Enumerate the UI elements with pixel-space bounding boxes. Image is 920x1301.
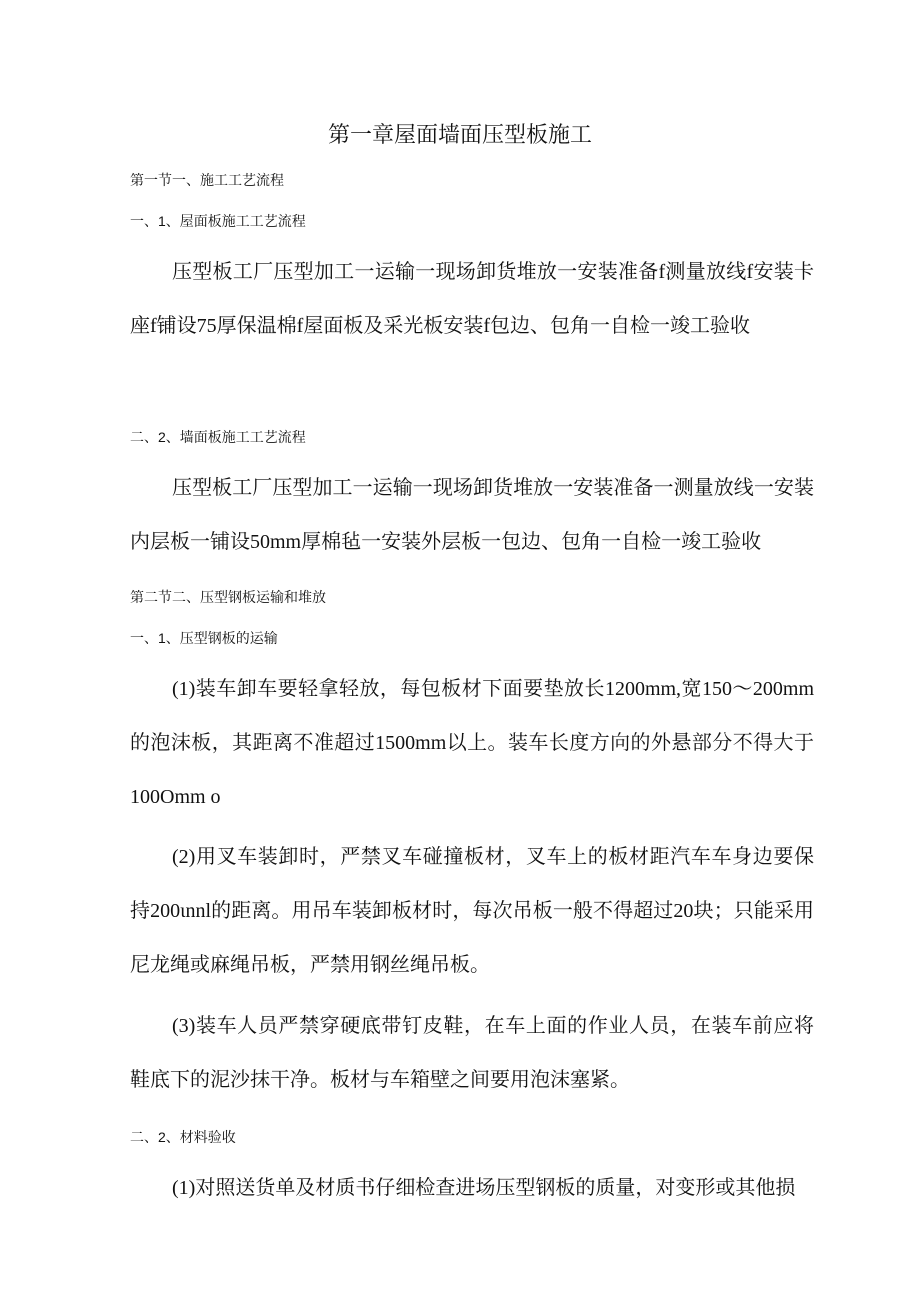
subsection-heading-transport: 一、1、压型钢板的运输 (130, 630, 278, 646)
chapter-title: 第一章屋面墙面压型板施工 (327, 122, 592, 147)
paragraph-transport-3: (3)装车人员严禁穿硬底带钉皮鞋，在车上面的作业人员，在装车前应将鞋底下的泥沙抹干净。板材与车箱壁之间要用泡沫塞紧。 (130, 1015, 814, 1091)
subsection-heading-acceptance: 二、2、材料验收 (130, 1129, 236, 1145)
section-heading-1: 第一节一、施工工艺流程 (130, 172, 284, 188)
subsection-heading-roof: 一、1、屋面板施工工艺流程 (130, 213, 306, 229)
paragraph-acceptance-1: (1)对照送货单及材质书仔细检查进场压型钢板的质量，对变形或其他损 (172, 1177, 796, 1199)
subsection-heading-wall: 二、2、墙面板施工工艺流程 (130, 429, 306, 445)
paragraph-transport-1: (1)装车卸车要轻拿轻放，每包板材下面要垫放长1200mm,宽150～200mm的泡沫板，其距离不准超过1500mm以上。装车长度方向的外悬部分不得大于100Omm o (130, 678, 814, 808)
paragraph-transport-2: (2)用叉车装卸时，严禁叉车碰撞板材，叉车上的板材距汽车车身边要保持200ιnnl的距离。用吊车装卸板材时，每次吊板一般不得超过20块；只能采用尼龙绳或麻绳吊板，严禁用钢丝绳吊板。 (130, 846, 814, 976)
paragraph-wall-process: 压型板工厂压型加工一运输一现场卸货堆放一安装准备一测量放线一安装内层板一铺设50mm厚棉毡一安装外层板一包边、包角一自检一竣工验收 (130, 477, 814, 553)
paragraph-roof-process: 压型板工厂压型加工一运输一现场卸货堆放一安装准备f测量放线f安装卡座f铺设75厚保温棉f屋面板及采光板安装f包边、包角一自检一竣工验收 (130, 261, 814, 337)
section-heading-2: 第二节二、压型钢板运输和堆放 (130, 589, 326, 605)
